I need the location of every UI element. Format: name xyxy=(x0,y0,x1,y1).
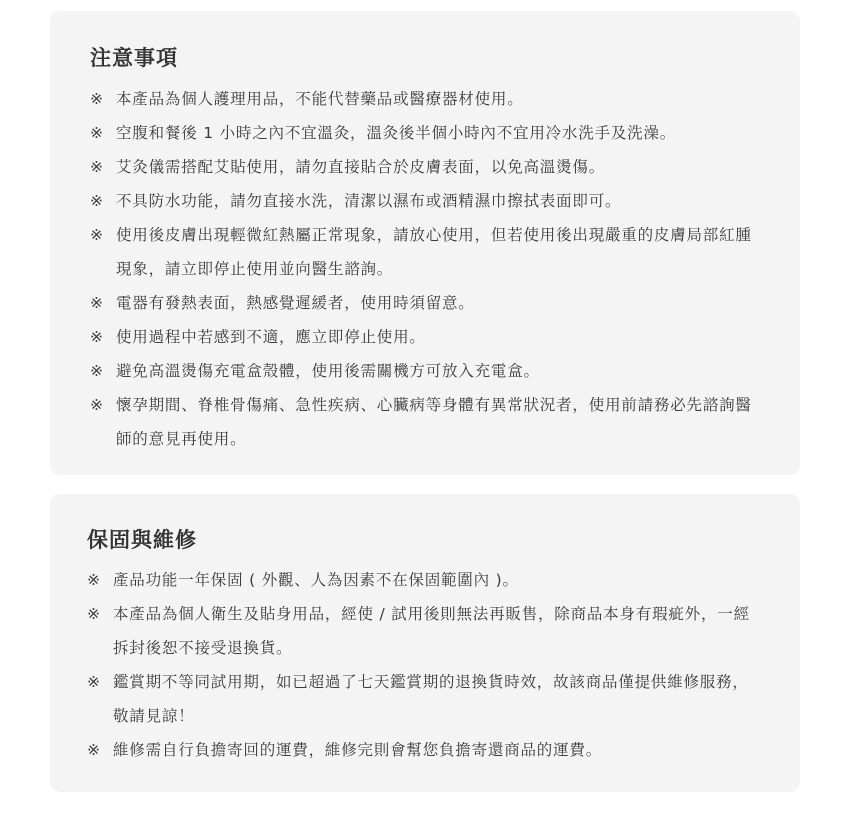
list-item xyxy=(87,597,760,665)
list-item-text: 產品功能一年保固 ( 外觀、人為因素不在保固範圍內 )。 xyxy=(113,571,519,589)
reference-mark: ※ xyxy=(87,605,101,623)
list-item xyxy=(90,320,760,354)
reference-mark: ※ xyxy=(90,362,104,380)
reference-mark: ※ xyxy=(87,741,101,759)
list-item-text: 鑑賞期不等同試用期，如已超過了七天鑑賞期的退換貨時效，故該商品僅提供維修服務，敬請見諒！ xyxy=(113,673,749,725)
reference-mark: ※ xyxy=(90,158,104,176)
list-item xyxy=(90,184,760,218)
list-item-text: 電器有發熱表面，熱感覺遲緩者，使用時須留意。 xyxy=(116,294,475,312)
notes-card xyxy=(50,11,800,475)
warranty-card xyxy=(50,494,800,792)
warranty-list xyxy=(87,563,760,767)
list-item-text: 空腹和餐後 1 小時之內不宜溫灸，溫灸後半個小時內不宜用冷水洗手及洗澡。 xyxy=(116,124,677,142)
list-item xyxy=(90,116,760,150)
list-item xyxy=(90,286,760,320)
list-item-text: 本產品為個人護理用品，不能代替藥品或醫療器材使用。 xyxy=(116,90,524,108)
list-item-text: 本產品為個人衛生及貼身用品，經使 / 試用後則無法再販售，除商品本身有瑕疵外，一經拆封後恕不接受退換貨。 xyxy=(113,605,750,657)
list-item xyxy=(90,388,760,456)
reference-mark: ※ xyxy=(90,328,104,346)
list-item-text: 懷孕期間、脊椎骨傷痛、急性疾病、心臟病等身體有異常狀況者，使用前請務必先諮詢醫師的意見再使用。 xyxy=(116,396,752,448)
list-item xyxy=(87,563,760,597)
notes-title: 注意事項 xyxy=(90,46,178,70)
list-item xyxy=(87,665,760,733)
reference-mark: ※ xyxy=(90,90,104,108)
list-item-text: 避免高溫燙傷充電盒殼體，使用後需關機方可放入充電盒。 xyxy=(116,362,540,380)
list-item-text: 使用後皮膚出現輕微紅熱屬正常現象，請放心使用，但若使用後出現嚴重的皮膚局部紅腫現象，請立即停止使用並向醫生諮詢。 xyxy=(116,226,752,278)
reference-mark: ※ xyxy=(90,294,104,312)
list-item xyxy=(90,82,760,116)
reference-mark: ※ xyxy=(87,673,101,691)
warranty-title: 保固與維修 xyxy=(87,528,197,552)
list-item-text: 維修需自行負擔寄回的運費，維修完則會幫您負擔寄還商品的運費。 xyxy=(113,741,603,759)
reference-mark: ※ xyxy=(90,396,104,414)
reference-mark: ※ xyxy=(90,192,104,210)
list-item-text: 艾灸儀需搭配艾貼使用，請勿直接貼合於皮膚表面，以免高溫燙傷。 xyxy=(116,158,606,176)
list-item xyxy=(90,150,760,184)
list-item-text: 不具防水功能，請勿直接水洗，清潔以濕布或酒精濕巾擦拭表面即可。 xyxy=(116,192,622,210)
list-item xyxy=(90,218,760,286)
notes-list xyxy=(90,82,760,456)
reference-mark: ※ xyxy=(90,124,104,142)
list-item-text: 使用過程中若感到不適，應立即停止使用。 xyxy=(116,328,426,346)
list-item xyxy=(87,733,760,767)
reference-mark: ※ xyxy=(87,571,101,589)
reference-mark: ※ xyxy=(90,226,104,244)
list-item xyxy=(90,354,760,388)
